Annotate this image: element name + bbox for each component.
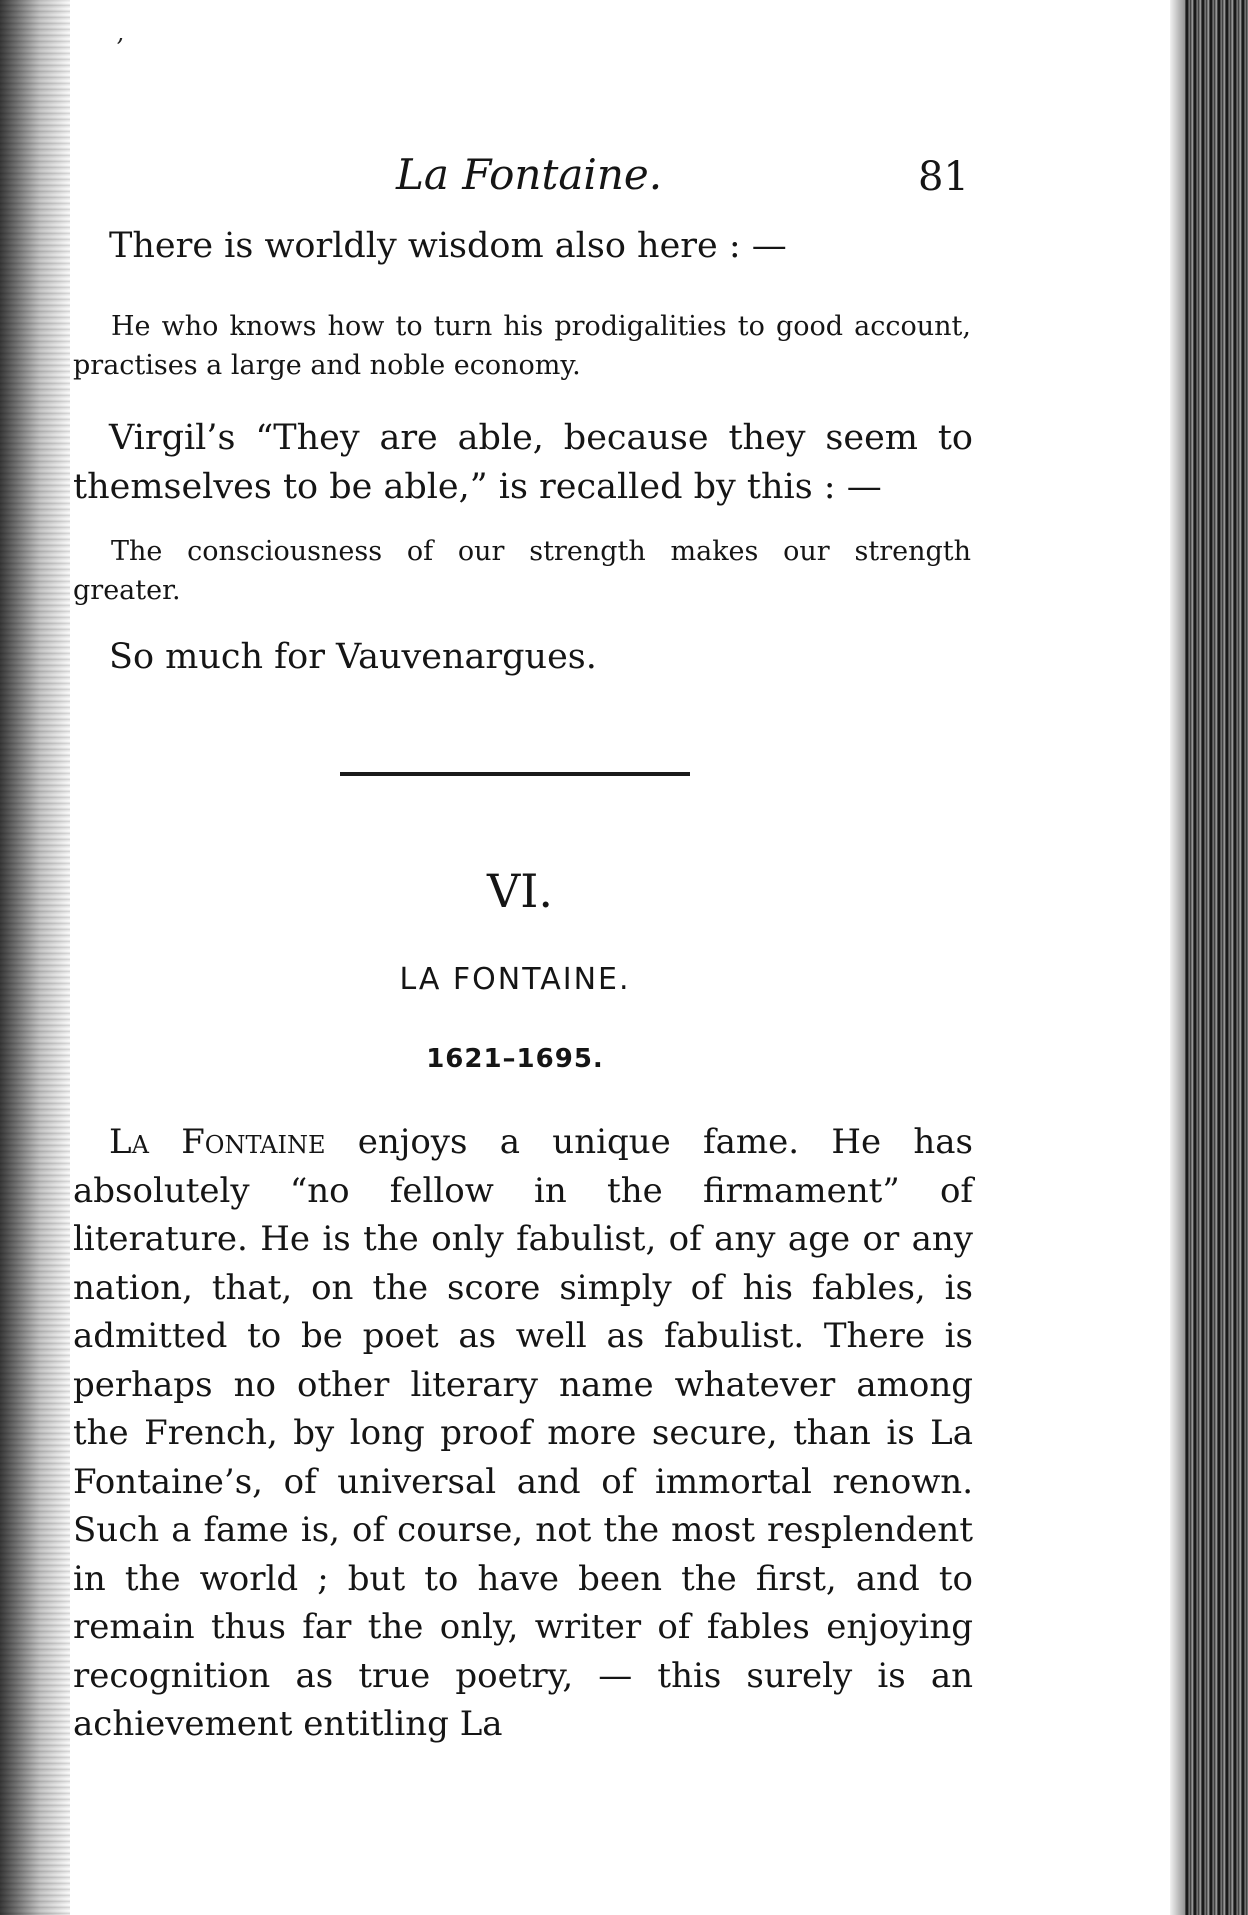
body-paragraph bbox=[73, 1118, 973, 1749]
body-paragraph-text: enjoys a unique fame. He has absolutely “no fellow in the firmament” of literature. He is the only fabulist, of any age or any nation, that, on the score simply of his fables, is admitted to be poet as well as fabulist. There is perhaps no other literary name whatever among the French, by long proof more secure, than is La Fontaine’s, of universal and of immortal renown. Such a fame is, of course, not the most resplendent in the world ; but to have been the first, and to remain thus far the only, writer of fables enjoying recognition as true poetry, — this surely is an achievement entitling La bbox=[73, 1122, 974, 1744]
quotation-1: He who knows how to turn his prodigalities to good account, practises a large and noble economy. bbox=[73, 311, 971, 381]
page-number: 81 bbox=[918, 154, 969, 200]
section-divider-rule bbox=[340, 772, 690, 776]
intro-paragraph-1: There is worldly wisdom also here : — bbox=[109, 226, 787, 266]
quotation-2: The consciousness of our strength makes our strength greater. bbox=[73, 536, 971, 606]
chapter-years: 1621–1695. bbox=[426, 1044, 604, 1074]
chapter-number: VI. bbox=[486, 864, 553, 918]
intro-paragraph-2: Virgil’s “They are able, because they seem to themselves to be able,” is recalled by this : — bbox=[73, 418, 973, 507]
page-gutter-right bbox=[1170, 0, 1248, 1915]
page-gutter-left bbox=[0, 0, 70, 1915]
stray-ink-mark: ’ bbox=[116, 34, 124, 62]
running-title: La Fontaine. bbox=[396, 150, 663, 199]
lead-name-smallcaps: La Fontaine bbox=[109, 1122, 326, 1162]
chapter-title: LA FONTAINE. bbox=[399, 962, 631, 997]
running-head bbox=[0, 150, 1000, 210]
intro-paragraph-3: So much for Vauvenargues. bbox=[109, 637, 597, 677]
